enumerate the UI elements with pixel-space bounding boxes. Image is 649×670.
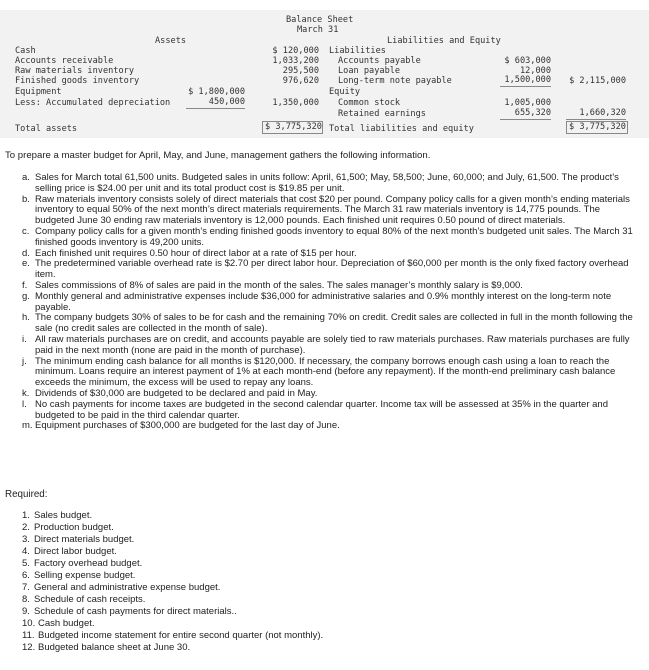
liab-label-loan: Loan payable: [338, 66, 401, 76]
fg-amount: 976,620: [282, 76, 319, 86]
equity-label: Equity: [329, 87, 361, 97]
assets-header: Assets: [155, 36, 187, 46]
asset-label-ar: Accounts receivable: [15, 56, 114, 66]
liabilities-label: Liabilities: [329, 46, 386, 56]
total-assets-amount: $ 3,775,320: [262, 121, 323, 134]
list-item: f. Sales commissions of 8% of sales are paid in the month of the sales. The sales manager’s monthly salary is $9,000.: [22, 279, 523, 291]
list-item: 6. Selling expense budget.: [22, 570, 136, 581]
list-item: 9. Schedule of cash payments for direct materials..: [22, 606, 237, 617]
list-item: c. Company policy calls for a given month’s ending finished goods inventory to equal 80% of the next month’s budgeted unit sales. The March 31 finished goods inventory is 49,200 units.: [22, 225, 633, 248]
list-item: 5. Factory overhead budget.: [22, 558, 143, 569]
equipment-amount: $ 1,800,000: [188, 87, 245, 97]
re-amount: 655,320: [500, 108, 551, 120]
liab-label-note: Long-term note payable: [338, 76, 452, 86]
list-item: 4. Direct labor budget.: [22, 546, 117, 557]
note-amount: 1,500,000: [500, 75, 551, 87]
balance-sheet: [0, 10, 649, 138]
list-item: h. The company budgets 30% of sales to be for cash and the remaining 70% on credit. Credit sales are collected in full in the month following the sale (no credit sales are collected in the month of sale).: [22, 312, 633, 335]
list-item: 11. Budgeted income statement for entire second quarter (not monthly).: [22, 630, 324, 641]
intro-text: To prepare a master budget for April, May, and June, management gathers the following information.: [5, 150, 431, 161]
list-item: 3. Direct materials budget.: [22, 534, 135, 545]
liab-header: Liabilities and Equity: [387, 36, 501, 46]
list-item: a. Sales for March total 61,500 units. Budgeted sales in units follow: April, 61,500; May, 58,500; June, 60,000; and July, 61,500. The product’s selling price is $24.00 per unit and its total product cost is $19.85 per unit.: [22, 172, 619, 194]
loan-amount: 12,000: [519, 66, 551, 76]
required-list: [22, 510, 323, 654]
equity-label-re: Retained earnings: [338, 109, 426, 119]
depreciation-amount: 450,000: [186, 97, 245, 109]
list-item: 7. General and administrative expense budget.: [22, 582, 221, 593]
equipment-net-amount: 1,350,000: [272, 98, 319, 108]
total-liabilities-amount: $ 2,115,000: [569, 76, 626, 86]
list-item: 12. Budgeted balance sheet at June 30.: [22, 642, 191, 653]
list-item: g. Monthly general and administrative expenses include $36,000 for administrative salaries and 0.9% monthly interest on the long-term note payable.: [22, 290, 612, 313]
list-item: e. The predetermined variable overhead rate is $2.70 per direct labor hour. Depreciation of $60,000 per month is the only fixed factory overhead item.: [22, 258, 629, 281]
list-item: 10. Cash budget.: [22, 618, 95, 629]
asset-label-cash: Cash: [15, 46, 36, 56]
bs-title: Balance Sheet: [286, 15, 354, 25]
total-liab-label: Total liabilities and equity: [329, 124, 474, 134]
list-item: b. Raw materials inventory consists solely of direct materials that cost $20 per pound. Company policy calls for a given month’s ending materials inventory to equal 50% of the next month’s direct materials requirements. The March 31 raw materials inventory is 14,775 pounds. The budgeted June 30 ending raw materials inventory is 12,000 pounds. Each finished unit requires 0.50 pound of direct materials.: [22, 193, 630, 227]
list-item: m. Equipment purchases of $300,000 are budgeted for the last day of June.: [22, 420, 340, 432]
list-item: l. No cash payments for income taxes are budgeted in the second calendar quarter. Income tax will be assessed at 35% in the quarter and budgeted to be paid in the third calendar quarter.: [22, 398, 608, 421]
list-item: 1. Sales budget.: [22, 510, 93, 521]
info-list: [22, 173, 638, 432]
total-equity-amount: 1,660,320: [566, 108, 626, 120]
list-item: j. The minimum ending cash balance for all months is $120,000. If necessary, the company borrows enough cash using a loan to reach the minimum. Loans require an interest payment of 1% at each month-end (before any repayment). If the month-end preliminary cash balance exceeds the minimum, the excess will be used to repay any loans.: [22, 355, 616, 389]
equity-label-stock: Common stock: [338, 98, 401, 108]
list-item: k. Dividends of $30,000 are budgeted to be declared and paid in May.: [22, 387, 318, 399]
stock-amount: 1,005,000: [504, 98, 551, 108]
list-item: 8. Schedule of cash receipts.: [22, 594, 146, 605]
liab-label-ap: Accounts payable: [338, 56, 421, 66]
bs-date: March 31: [297, 25, 339, 35]
list-item: 2. Production budget.: [22, 522, 114, 533]
asset-label-equipment: Equipment: [15, 87, 62, 97]
cash-amount: $ 120,000: [272, 46, 319, 56]
asset-label-fg: Finished goods inventory: [15, 76, 140, 86]
list-item: d. Each finished unit requires 0.50 hour of direct labor at a rate of $15 per hour.: [22, 247, 357, 259]
total-liab-amount: $ 3,775,320: [566, 121, 628, 134]
list-item: i. All raw materials purchases are on credit, and accounts payable are solely tied to raw materials purchases. Raw materials purchases are fully paid in the next month (none are paid in the month of purchase).: [22, 333, 630, 356]
asset-label-depr: Less: Accumulated depreciation: [15, 98, 171, 108]
asset-label-rm: Raw materials inventory: [15, 66, 134, 76]
rm-amount: 295,500: [282, 66, 319, 76]
ap-amount: $ 603,000: [504, 56, 551, 66]
total-assets-label: Total assets: [15, 124, 78, 134]
ar-amount: 1,033,200: [272, 56, 319, 66]
required-title: Required:: [5, 489, 48, 500]
